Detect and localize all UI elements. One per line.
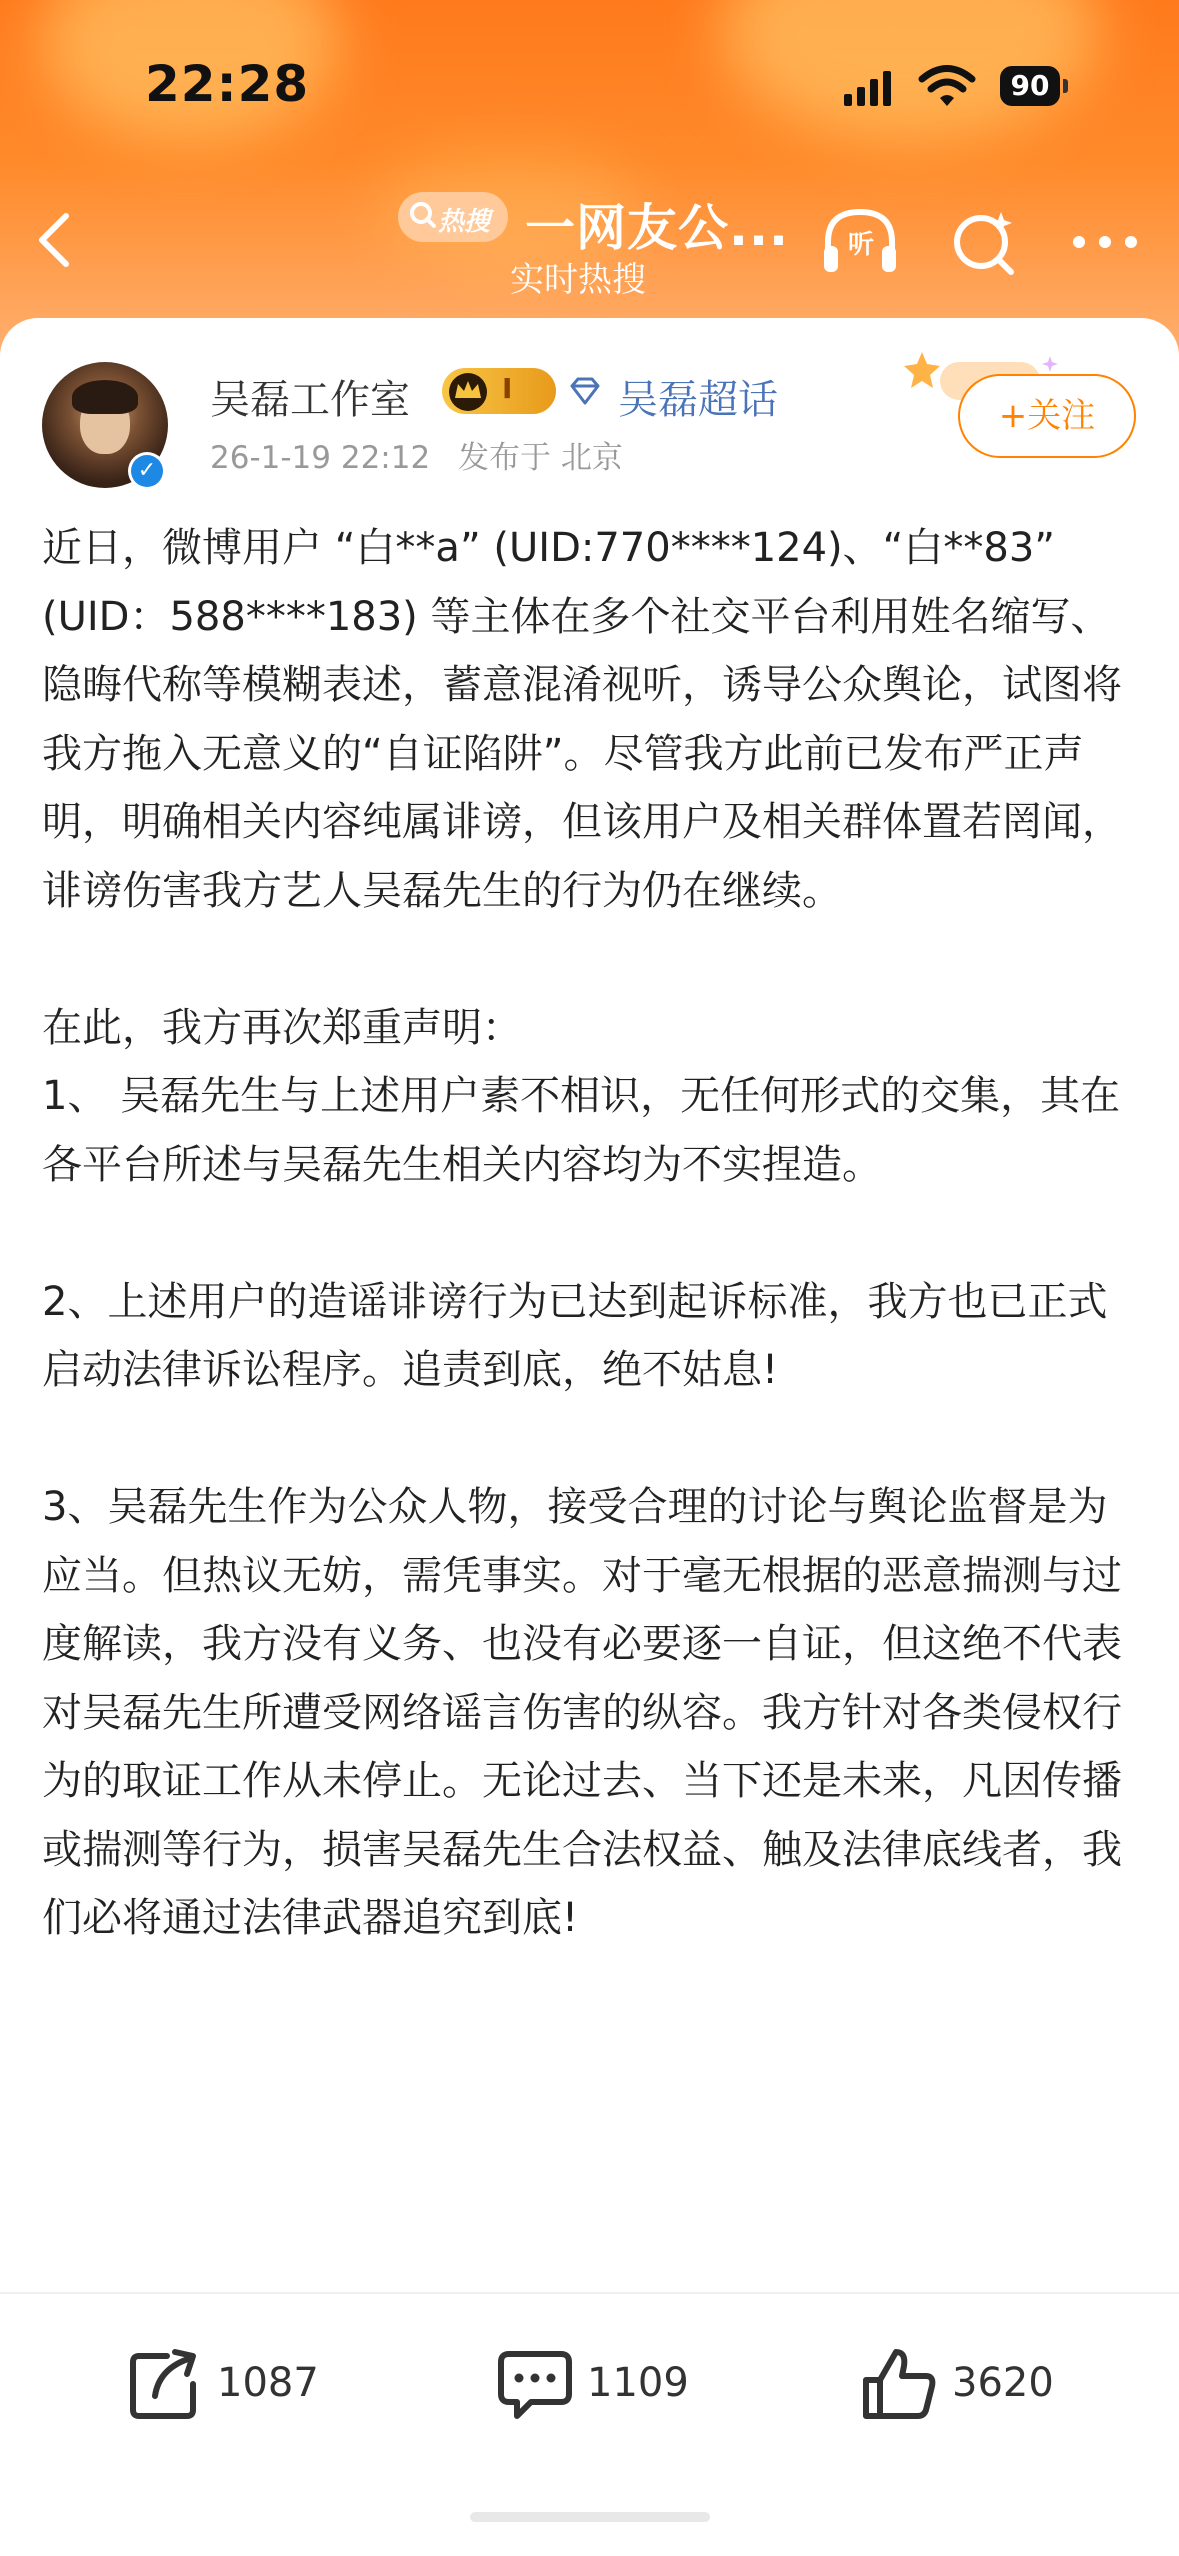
comment-button[interactable] bbox=[495, 2330, 715, 2440]
post-location: 发布于 北京 bbox=[458, 440, 623, 476]
post-timestamp: 26-1-19 22:12 bbox=[210, 440, 431, 476]
vip-badge[interactable] bbox=[442, 368, 556, 414]
crown-icon bbox=[446, 370, 490, 412]
post-paragraph: 2、上述用户的造谣诽谤行为已达到起诉标准，我方也已正式启动法律诉讼程序。追责到底，绝不姑息! bbox=[42, 1278, 1108, 1393]
listen-button[interactable] bbox=[820, 202, 900, 282]
like-count: 3620 bbox=[952, 2360, 1054, 2406]
author-name[interactable]: 吴磊工作室 bbox=[210, 377, 410, 423]
post-body bbox=[42, 514, 1142, 1953]
vip-level: I bbox=[502, 372, 513, 405]
verified-badge-icon: ✓ bbox=[128, 452, 166, 490]
post-paragraph: 在此，我方再次郑重声明： bbox=[42, 1004, 522, 1051]
share-count: 1087 bbox=[217, 2360, 319, 2406]
post-paragraph: 近日，微博用户 “白**a” (UID:770****124)、“白**83” (UID：588****183) 等主体在多个社交平台利用姓名缩写、隐晦代称等模糊表述，蓄意混淆视听，诱导公众舆论，试图将我方拖入无意义的“自证陷阱”。尽管我方此前已发布严正声明，明确相关内容纯属诽谤，但该用户及相关群体置若罔闻，诽谤伤害我方艺人吴磊先生的行为仍在继续。 bbox=[42, 525, 1122, 914]
hot-badge-label: 热搜 bbox=[438, 207, 491, 237]
super-topic-link[interactable]: 吴磊超话 bbox=[618, 377, 778, 423]
listen-label: 听 bbox=[848, 230, 875, 260]
action-bar bbox=[0, 2330, 1179, 2440]
search-sparkle-icon[interactable] bbox=[945, 202, 1025, 282]
diamond-icon bbox=[568, 376, 602, 406]
post-paragraph: 1、 吴磊先生与上述用户素不相识，无任何形式的交集，其在各平台所述与吴磊先生相关内容均为不实捏造。 bbox=[42, 1073, 1121, 1188]
post-paragraph: 3、吴磊先生作为公众人物，接受合理的讨论与舆论监督是为应当。但热议无妨，需凭事实。对于毫无根据的恶意揣测与过度解读，我方没有义务、也没有必要逐一自证，但这绝不代表对吴磊先生所遭受网络谣言伤害的纵容。我方针对各类侵权行为的取证工作从未停止。无论过去、当下还是未来，凡因传播或揣测等行为，损害吴磊先生合法权益、触及法律底线者，我们必将通过法律武器追究到底! bbox=[42, 1484, 1122, 1941]
chevron-left-icon[interactable] bbox=[30, 210, 80, 270]
home-indicator[interactable] bbox=[470, 2512, 710, 2522]
hot-search-badge bbox=[398, 192, 508, 242]
comment-count: 1109 bbox=[587, 2360, 689, 2406]
status-bar bbox=[0, 0, 1179, 160]
share-button[interactable] bbox=[125, 2330, 345, 2440]
wifi-icon bbox=[918, 64, 976, 108]
share-icon bbox=[125, 2344, 205, 2424]
follow-button[interactable]: +关注 bbox=[958, 374, 1136, 458]
more-dots-icon[interactable] bbox=[1065, 202, 1145, 282]
comment-icon bbox=[495, 2344, 575, 2424]
navigation-bar bbox=[0, 180, 1179, 320]
post-meta bbox=[210, 432, 641, 477]
page-title: 一网友公... bbox=[525, 199, 789, 257]
search-icon bbox=[408, 200, 438, 230]
cellular-signal-icon bbox=[842, 68, 894, 108]
action-divider bbox=[0, 2292, 1179, 2294]
post-card bbox=[0, 318, 1179, 2556]
status-time: 22:28 bbox=[145, 55, 310, 113]
battery-icon bbox=[1000, 66, 1070, 106]
page-subtitle: 实时热搜 bbox=[510, 260, 646, 300]
like-button[interactable] bbox=[860, 2330, 1080, 2440]
battery-level: 90 bbox=[1000, 66, 1060, 106]
thumbs-up-icon bbox=[860, 2344, 940, 2424]
